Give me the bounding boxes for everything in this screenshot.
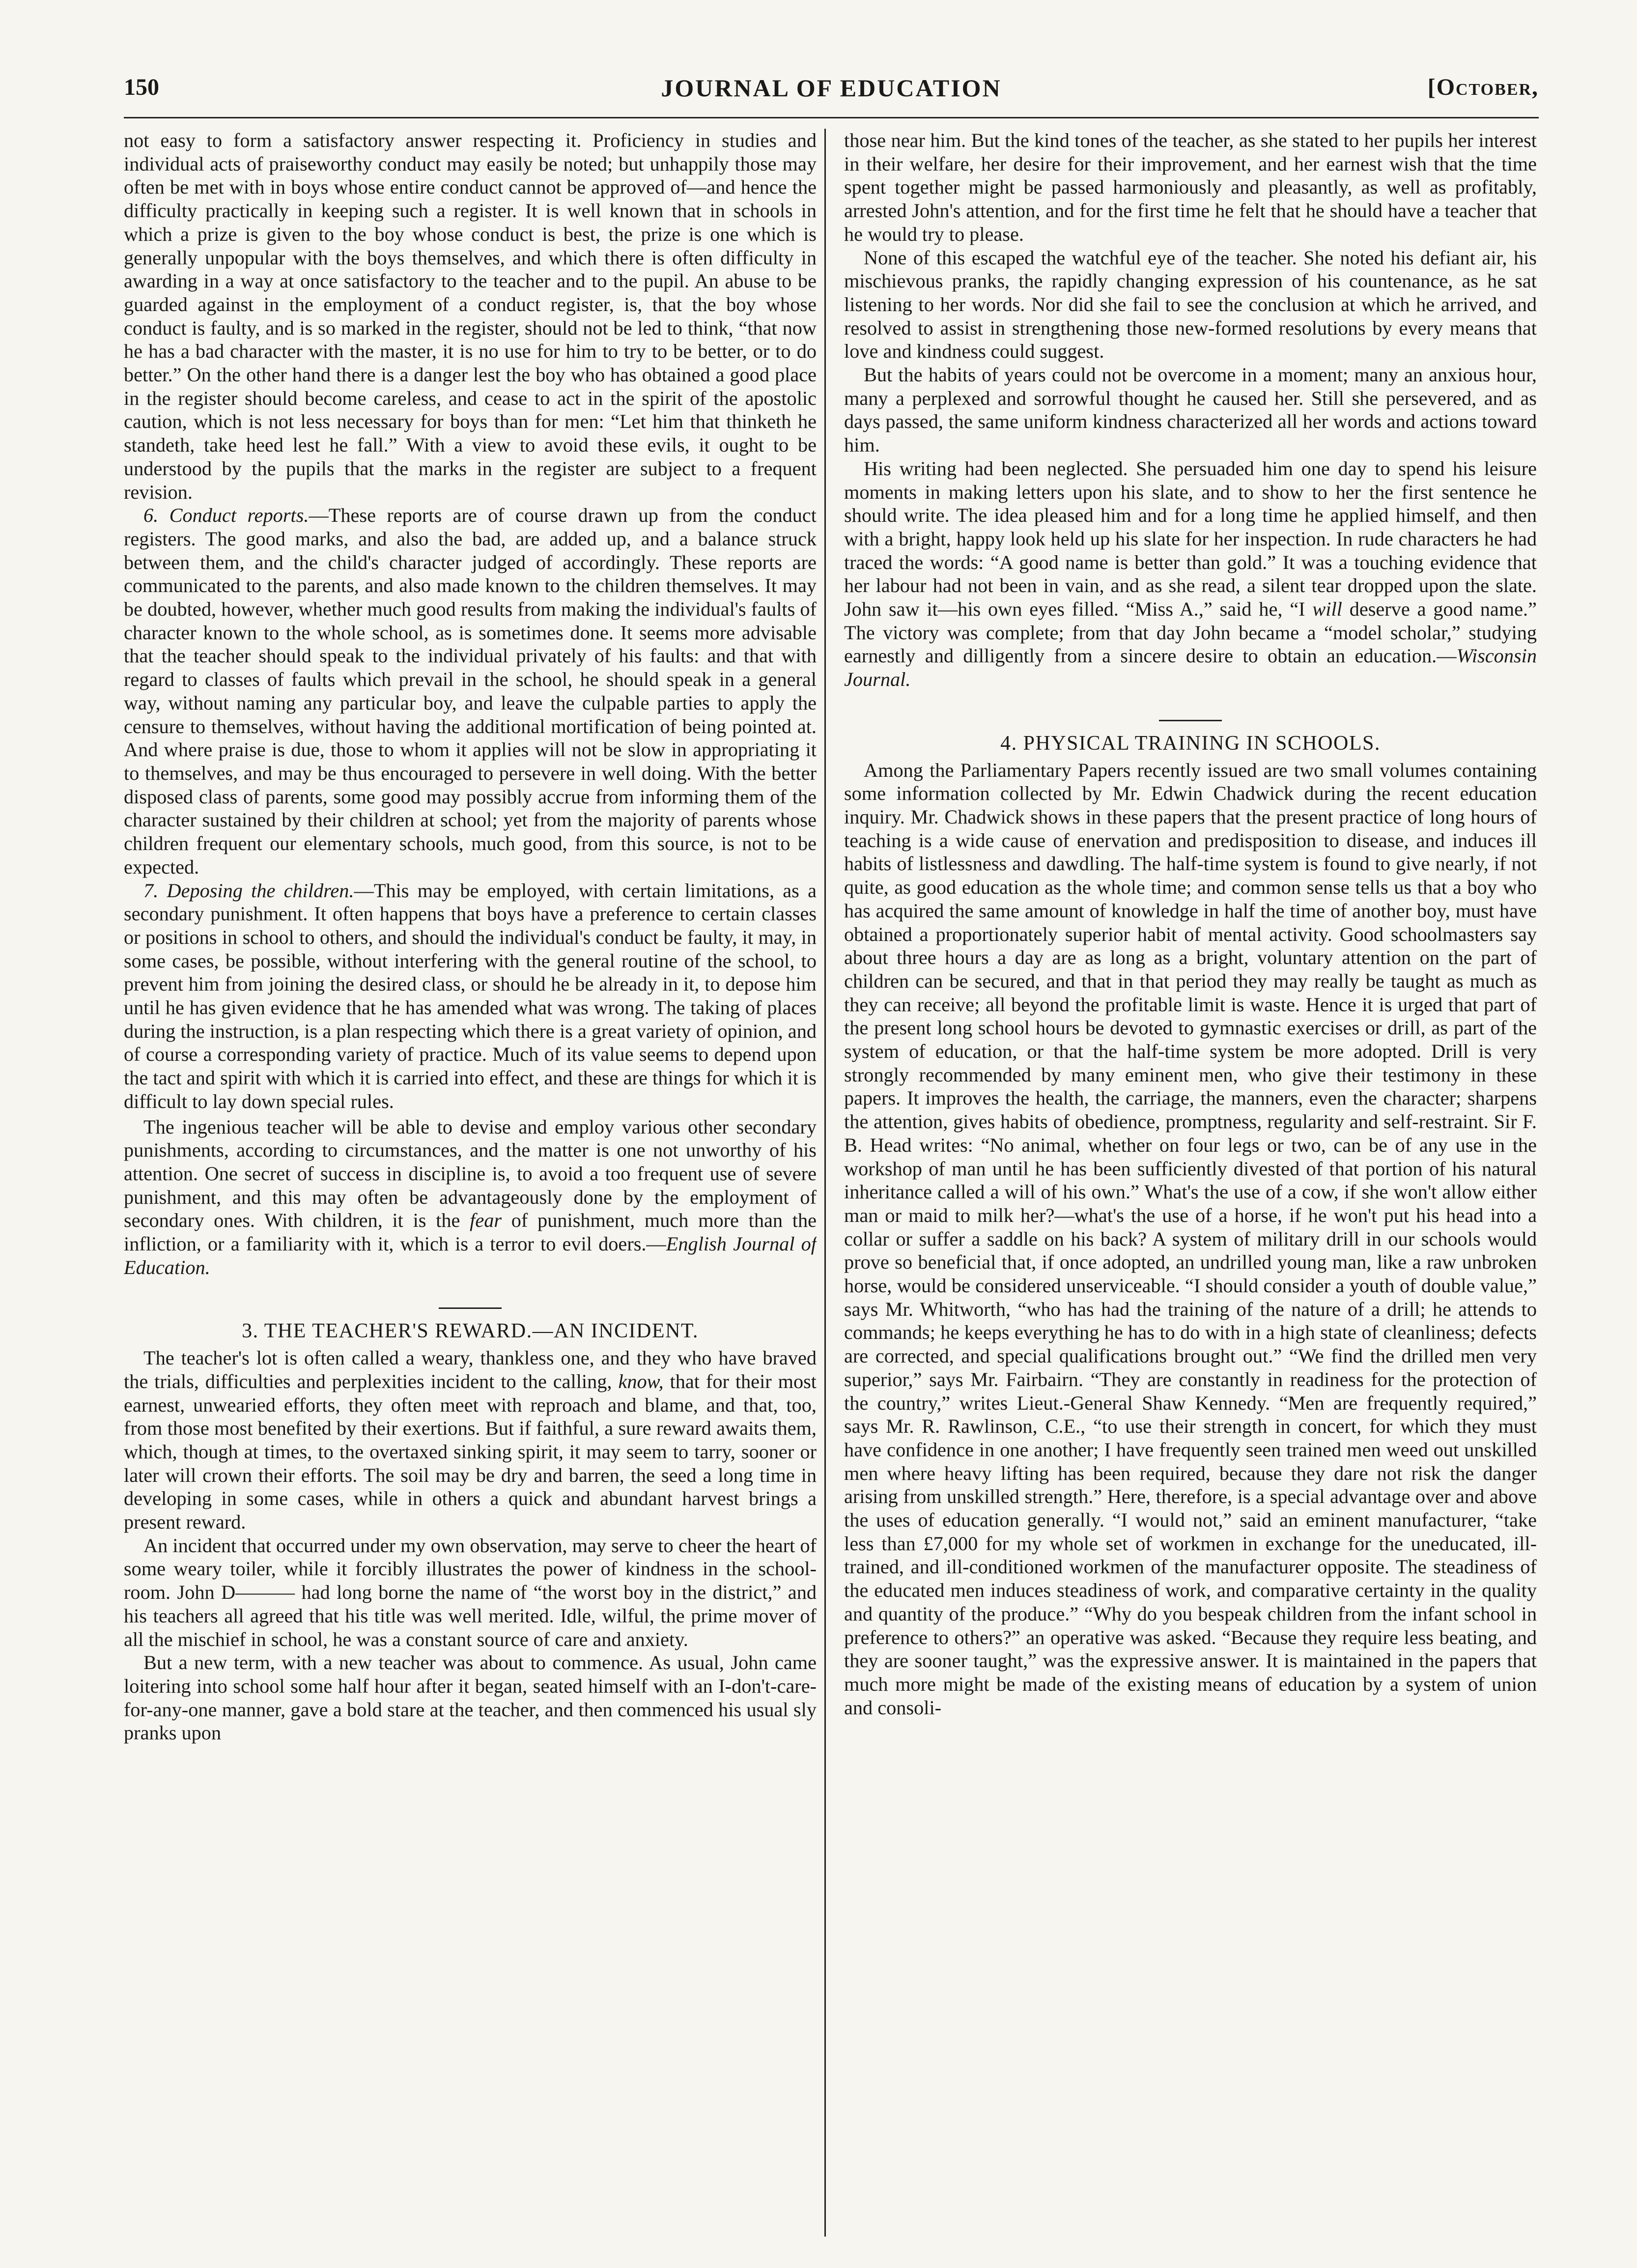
- emphasis: fear: [470, 1209, 502, 1232]
- source-citation: English Journal of Education.: [124, 1233, 817, 1278]
- subheading: 7. Deposing the children.: [143, 879, 354, 902]
- journal-title: JOURNAL OF EDUCATION: [661, 74, 1002, 102]
- right-column: [844, 129, 1537, 2241]
- emphasis: will: [1312, 598, 1342, 621]
- column-rule: [824, 129, 826, 2237]
- paragraph: not easy to form a satisfactory answer respecting it. Proficiency in studies and individual acts of praiseworthy conduct may easily be noted; but unhappily those may often be met with in boys whose entire conduct cannot be approved of—and hence the difficulty practically in keeping such a register. It is well known that in schools in which a prize is given to the boy whose conduct is best, the prize is one which is generally unpopular with the boys themselves, and which there is often difficulty in awarding in a way at once satisfactory to the teacher and to the pupil. An abuse to be guarded against in the employment of a conduct register, is, that the boy whose conduct is faulty, and is so marked in the register, should not be led to think, “that now he has a bad character with the master, it is no use for him to try to be better, or to do better.” On the other hand there is a danger lest the boy who has obtained a good place in the register should become careless, and cease to act in the spirit of the apostolic caution, which is not less necessary for boys than for men: “Let him that thinketh he standeth, take heed lest he fall.” With a view to avoid these evils, it ought to be understood by the pupils that the marks in the register are subject to a frequent revision.: [124, 129, 817, 503]
- text-run: of punishment, much more than the infliction, or a familiarity with it, which is a terror to evil doers.—: [124, 1209, 817, 1255]
- text-run: The ingenious teacher will be able to devise and employ various other secondary punishments, according to circumstances, and the matter is one not unworthy of his attention. One secret of success in discipline is, to avoid a too frequent use of severe punishment, and this may often be advantageously done by the employment of secondary ones. With children, it is the: [124, 1115, 817, 1232]
- text-run: His writing had been neglected. She persuaded him one day to spend his leisure moments in making letters upon his slate, and to show to her the first sentence he should write. The idea pleased him and for a long time he applied himself, and then with a bright, happy look held up his slate for her inspection. In rude characters he had traced the words: “A good name is better than gold.” It was a touching evidence that her labour had not been in vain, and as she read, a silent tear dropped upon the slate. John saw it—his own eyes filled. “Miss A.,” said he, “I: [844, 457, 1537, 621]
- paragraph: Among the Parliamentary Papers recently issued are two small volumes containing some information collected by Mr. Edwin Chadwick during the recent education inquiry. Mr. Chadwick shows in these papers that the present practice of long hours of teaching is a wide cause of enervation and predisposition to disease, and induces ill habits of listlessness and dawdling. The half-time system is found to give nearly, if not quite, as good education as the whole time; and common sense tells us that a boy who has acquired the same amount of knowledge in half the time of another boy, must have obtained a proportionately superior habit of mental activity. Good schoolmasters say about three hours a day are as long as a bright, voluntary attention on the part of children can be secured, and that in that period they may really be taught as much as they can receive; all beyond the profitable limit is waste. Hence it is urged that part of the present long school hours be devoted to gymnastic exercises or drill, as part of the system of education, or that the half-time system be more adopted. Drill is very strongly recommended by many eminent men, who give their testimony in these papers. It improves the health, the carriage, the manners, even the character; sharpens the attention, gives habits of obedience, promptness, regularity and self-restraint. Sir F. B. Head writes: “No animal, whether on four legs or two, can be of any use in the workshop of man until he has been sufficiently divested of that portion of his natural inheritance called a will of his own.” What's the use of a cow, if she won't allow either man or maid to milk her?—what's the use of a horse, if he won't put his head into a collar or suffer a saddle on his back? A system of military drill in our schools would prove so beneficial that, if once adopted, an undrilled young man, like a raw unbroken horse, would be considered unserviceable. “I should consider a youth of double value,” says Mr. Whitworth, “who has had the training of the nature of a drill; he attends to commands; he keeps everything he has to do with in a high state of cleanliness; defects are corrected, and special qualifications brought out.” “We find the drilled men very superior,” says Mr. Fairbairn. “They are constantly in readiness for the protection of the country,” writes Lieut.-General Shaw Kennedy. “Men are frequently required,” says Mr. R. Rawlinson, C.E., “to use their strength in concert, for which they must have confidence in one another; I have frequently seen trained men weed out unskilled men where heavy lifting has been required, because they dare not risk the danger arising from unskilled strength.” Here, therefore, is a special advantage over and above the uses of education generally. “I would not,” said an eminent manufacturer, “take less than £7,000 for my whole set of workmen in exchange for the uneducated, ill-trained, and ill-conditioned workmen of the manufacturer opposite. The steadiness of the educated men induces steadiness of work, and comparative certainty in the quality and quantity of the produce.” “Why do you bespeak children from the infant school in preference to others?” an operative was asked. “Because they require less beating, and they are sooner taught,” was the expressive answer. It is maintained in the papers that much more might be made of the existing means of education by a system of union and consoli-: [844, 759, 1537, 1719]
- issue-month: [October,: [1427, 74, 1539, 100]
- header-rule: [124, 117, 1539, 118]
- paragraph-conduct-reports: [124, 504, 817, 879]
- paragraph: [844, 457, 1537, 691]
- paragraph: None of this escaped the watchful eye of the teacher. She noted his defiant air, his mischievous pranks, the rapidly changing expression of his countenance, as he sat listening to her words. Nor did she fail to see the conclusion at which he arrived, and resolved to assist in strengthening those new-formed resolutions by every means that love and kindness could suggest.: [844, 246, 1537, 363]
- paragraph-body: —This may be employed, with certain limitations, as a secondary punishment. It often happens that boys have a preference to certain classes or positions in school to others, and should the individual's conduct be faulty, it may, in some cases, be possible, without interfering with the general routine of the school, to prevent him from joining the desired class, or should he be already in it, to depose him until he has given evidence that he has amended what was wrong. The taking of places during the instruction, is a plan respecting which there is a great variety of opinion, and of course a corresponding variety of practice. Much of its value seems to depend upon the tact and spirit with which it is carried into effect, and these are things for which it is difficult to lay down special rules.: [124, 879, 817, 1112]
- paragraph: But a new term, with a new teacher was about to commence. As usual, John came loitering into school some half hour after it began, seated himself with an I-don't-care-for-any-one manner, gave a bold stare at the teacher, and then commenced his usual sly pranks upon: [124, 1651, 817, 1744]
- paragraph: [124, 1115, 817, 1279]
- paragraph: An incident that occurred under my own observation, may serve to cheer the heart of some weary toiler, while it forcibly illustrates the power of kindness in the school-room. John D——— had long borne the name of “the worst boy in the district,” and his teachers all agreed that his title was well merited. Idle, wilful, the prime mover of all the mischief in school, he was a constant source of care and anxiety.: [124, 1534, 817, 1650]
- paragraph-body: —These reports are of course drawn up from the conduct registers. The good marks, and also the bad, are added up, and a balance struck between them, and the child's character judged of accordingly. These reports are communicated to the parents, and also made known to the children themselves. It may be doubted, however, whether much good results from making the individual's faults of character known to the whole school, as is sometimes done. It seems more advisable that the teacher should speak to the individual privately of his faults: and that with regard to classes of faults which prevail in the school, he should speak in a general way, without naming any particular boy, and leave the culpable parties to apply the censure to themselves, without having the additional mortification of being pointed at. And where praise is due, those to whom it applies will not be slow in appropriating it to themselves, and may be thus encouraged to persevere in well doing. With the better disposed class of parents, some good may possibly accrue from informing them of the character sustained by their children at school; yet from the majority of parents whose children frequent our elementary schools, much good, from this source, is not to be expected.: [124, 504, 817, 878]
- section-divider: [439, 1307, 502, 1309]
- text-run: that for their most earnest, unwearied efforts, they often meet with reproach and blame, and that, too, from those most benefited by their exertions. But if faithful, a sure reward awaits them, which, though at times, to the overtaxed sinking spirit, it may seem to tarry, sooner or later will crown their efforts. The soil may be dry and barren, the seed a long time in developing in some cases, while in others a quick and abundant harvest brings a present reward.: [124, 1370, 817, 1533]
- running-header: [124, 74, 1539, 113]
- emphasis: know,: [618, 1370, 664, 1392]
- paragraph-deposing-children: [124, 879, 817, 1113]
- left-column: [124, 129, 817, 2241]
- paragraph: those near him. But the kind tones of the teacher, as she stated to her pupils her interest in their welfare, her desire for their improvement, and her earnest wish that the time spent together might be passed harmoniously and pleasantly, as well as profitably, arrested John's attention, and for the first time he felt that he should have a teacher that he would try to please.: [844, 129, 1537, 245]
- subheading: 6. Conduct reports.: [143, 504, 309, 527]
- source-citation: Wisconsin Journal.: [844, 645, 1537, 691]
- section-divider: [1159, 720, 1222, 721]
- paragraph: [124, 1346, 817, 1534]
- page-number: 150: [124, 74, 159, 100]
- text-run: deserve a good name.” The victory was complete; from that day John became a “model scholar,” studying earnestly and dilligently from a sincere desire to obtain an education.—: [844, 598, 1537, 667]
- text-run: The teacher's lot is often called a weary, thankless one, and they who have braved the trials, difficulties and perplexities incident to the calling,: [124, 1347, 817, 1392]
- section-title: 4. PHYSICAL TRAINING IN SCHOOLS.: [1000, 732, 1381, 755]
- section-title: 3. THE TEACHER'S REWARD.—AN INCIDENT.: [242, 1320, 699, 1343]
- paragraph: But the habits of years could not be overcome in a moment; many an anxious hour, many a perplexed and sorrowful thought he caused her. Still she persevered, and as days passed, the same uniform kindness characterized all her words and actions toward him.: [844, 364, 1537, 456]
